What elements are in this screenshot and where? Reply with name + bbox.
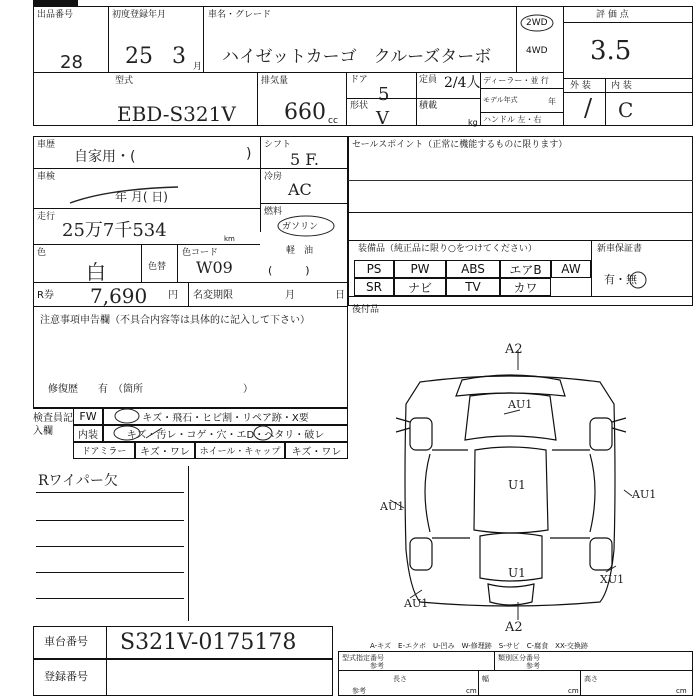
dealer-label: ディーラー・並 行 — [483, 76, 549, 85]
height-label: 高さ — [584, 675, 598, 683]
equip-item-3: エアB — [500, 260, 551, 278]
load-label: 積載 — [419, 101, 438, 111]
class-no-label: 類別区分番号 — [498, 654, 540, 662]
equip-item-row2-3: カワ — [500, 278, 551, 296]
reg-number-label: 登録番号 — [44, 670, 88, 683]
reg-month: 3 — [172, 44, 186, 69]
aircon-value: AC — [288, 180, 312, 199]
shaken-label: 車検 — [37, 172, 56, 182]
handwritten-note: Rワイパー欠 — [38, 473, 118, 489]
repair-label: 修復歴 有 （箇所 ） — [48, 384, 253, 395]
warranty-value: 有・無 — [604, 273, 637, 286]
wheel-text: キズ・ワレ — [285, 442, 348, 459]
warranty-circle — [627, 270, 649, 290]
fuel-diesel: 軽 油 — [286, 246, 314, 256]
drive-2wd-circle — [519, 13, 555, 33]
diagram-mark-left: AU1 — [380, 500, 405, 513]
lot-value: 28 — [60, 52, 83, 73]
history-close: ) — [246, 146, 252, 162]
caution-label: 注意事項申告欄（不具合内容等は具体的に記入して下さい） — [40, 315, 310, 326]
drive-2wd: 2WD — [526, 18, 548, 28]
model-label: 型式 — [115, 76, 134, 86]
recycle-unit: 円 — [168, 290, 178, 301]
recycle-label: R券 — [37, 290, 54, 301]
diagram-mark-top: A2 — [505, 342, 523, 357]
load-unit: kg — [468, 118, 478, 127]
diagram-mark-back: U1 — [508, 566, 526, 580]
diagram-mark-right: AU1 — [632, 488, 657, 501]
history-value: 自家用・( — [74, 149, 136, 165]
int-value: C — [618, 98, 634, 122]
handle-label: ハンドル 左・右 — [483, 115, 542, 124]
corner-tab — [33, 0, 78, 6]
equip-item-4: AW — [551, 260, 591, 278]
door-label: ドア — [350, 75, 368, 85]
mirror-text: キズ・ワレ — [135, 442, 195, 459]
model-value: EBD-S321V — [117, 102, 236, 126]
equip-item-row2-2: TV — [446, 278, 500, 296]
cap-value-small: 2/4人 — [444, 75, 481, 91]
type-cert-label: 型式指定番号 — [342, 654, 384, 662]
inspector-circles — [100, 406, 360, 442]
tax-label: 名変期限 — [193, 290, 233, 301]
equip-item-1: PW — [394, 260, 446, 278]
mileage-unit: km — [224, 235, 235, 243]
reg-label: 初度登録年月 — [112, 10, 167, 20]
mileage-value: 25万7千534 — [62, 220, 167, 241]
shaken-value: 年 月( 日) — [115, 190, 168, 204]
int-row-text: キズ・汚レ・コゲ・穴・エD・ヘタリ・破レ — [103, 425, 348, 442]
door-value: 5 — [378, 84, 390, 105]
fuel-gas: ガソリン — [282, 222, 319, 232]
fuel-label: 燃料 — [264, 207, 283, 217]
aircon-label: 冷房 — [264, 172, 283, 182]
chassis-value: S321V-0175178 — [120, 630, 297, 655]
shift-label: シフト — [264, 140, 292, 150]
shift-value: 5 F. — [290, 150, 319, 169]
score-label: 評 価 点 — [596, 10, 629, 20]
tax-day: 日 — [335, 290, 345, 301]
equip-item-row2-1: ナビ — [394, 278, 446, 296]
equip-label: 装備品（純正品に限り○をつけてください） — [358, 244, 537, 254]
ext-label: 外 装 — [570, 81, 591, 91]
fw-text: キズ・飛石・ヒビ割・リペア跡・X要 — [103, 408, 348, 425]
mirror-label: ドアミラー — [73, 442, 135, 459]
lot-label: 出品番号 — [37, 10, 74, 20]
type-cert-ref: 参考 — [370, 662, 384, 670]
sales-label: セールスポイント（正常に機能するものに限ります） — [352, 140, 568, 150]
shape-label: 形状 — [350, 101, 369, 111]
name-value: ハイゼットカーゴ クルーズターボ — [222, 47, 492, 67]
cc-value: 660 — [284, 100, 326, 125]
diagram-mark-rear-right: XU1 — [600, 573, 625, 586]
wheel-label: ホイール・キャップ — [195, 442, 285, 459]
ext-value: / — [584, 94, 593, 122]
drive-4wd: 4WD — [526, 46, 548, 56]
recolor-label: 色替 — [148, 262, 167, 272]
class-no-ref: 参考 — [526, 662, 540, 670]
score-value: 3.5 — [590, 36, 632, 66]
chassis-label: 車台番号 — [44, 635, 88, 648]
cc-unit: cc — [328, 116, 338, 126]
equip-item-row2-0: SR — [354, 278, 394, 296]
diagram-mark-roof: U1 — [508, 478, 526, 492]
reg-month-unit: 月 — [193, 62, 203, 72]
inspector-title: 検査員記入欄 — [33, 413, 73, 437]
fuel-gas-circle — [276, 214, 336, 238]
height-cm: cm — [676, 687, 687, 695]
name-label: 車名・グレード — [208, 10, 272, 20]
after-label: 後付品 — [352, 305, 380, 315]
shaken-strike — [68, 183, 188, 208]
mileage-label: 走行 — [37, 212, 56, 222]
length-cm: cm — [466, 687, 477, 695]
equip-item-2: ABS — [446, 260, 500, 278]
tax-month: 月 — [285, 290, 295, 301]
color-value: 白 — [86, 260, 106, 284]
colorcode-label: 色コード — [182, 248, 219, 258]
warranty-label: 新車保証書 — [597, 244, 643, 254]
diagram-mark-bottom: A2 — [505, 620, 523, 635]
legend-text: A-キズ E-エクボ U-凹み W-修理跡 S-サビ C-腐食 XX-交換跡 — [370, 642, 588, 650]
width-label: 幅 — [482, 675, 489, 683]
modelyear-unit: 年 — [548, 97, 556, 106]
diagram-mark-rear-left: AU1 — [404, 597, 429, 610]
length-label: 長さ — [393, 675, 407, 683]
width-cm: cm — [568, 687, 579, 695]
int-row-label: 内装 — [73, 425, 103, 442]
ref-label: 参考 — [352, 687, 366, 695]
color-label: 色 — [37, 248, 47, 258]
cc-label: 排気量 — [261, 76, 289, 86]
diagram-mark-hood: AU1 — [508, 398, 533, 411]
colorcode-value: W09 — [196, 258, 233, 277]
equip-item-0: PS — [354, 260, 394, 278]
fw-label: FW — [73, 408, 103, 425]
modelyear-label: モデル年式 — [483, 96, 518, 104]
cap-label: 定員 — [419, 75, 438, 85]
history-label: 車歴 — [37, 140, 56, 150]
int-label: 内 装 — [611, 81, 632, 91]
shape-value: V — [376, 108, 389, 129]
recycle-value: 7,690 — [90, 284, 148, 308]
fuel-paren: ( ) — [268, 264, 310, 277]
reg-year: 25 — [125, 44, 153, 69]
